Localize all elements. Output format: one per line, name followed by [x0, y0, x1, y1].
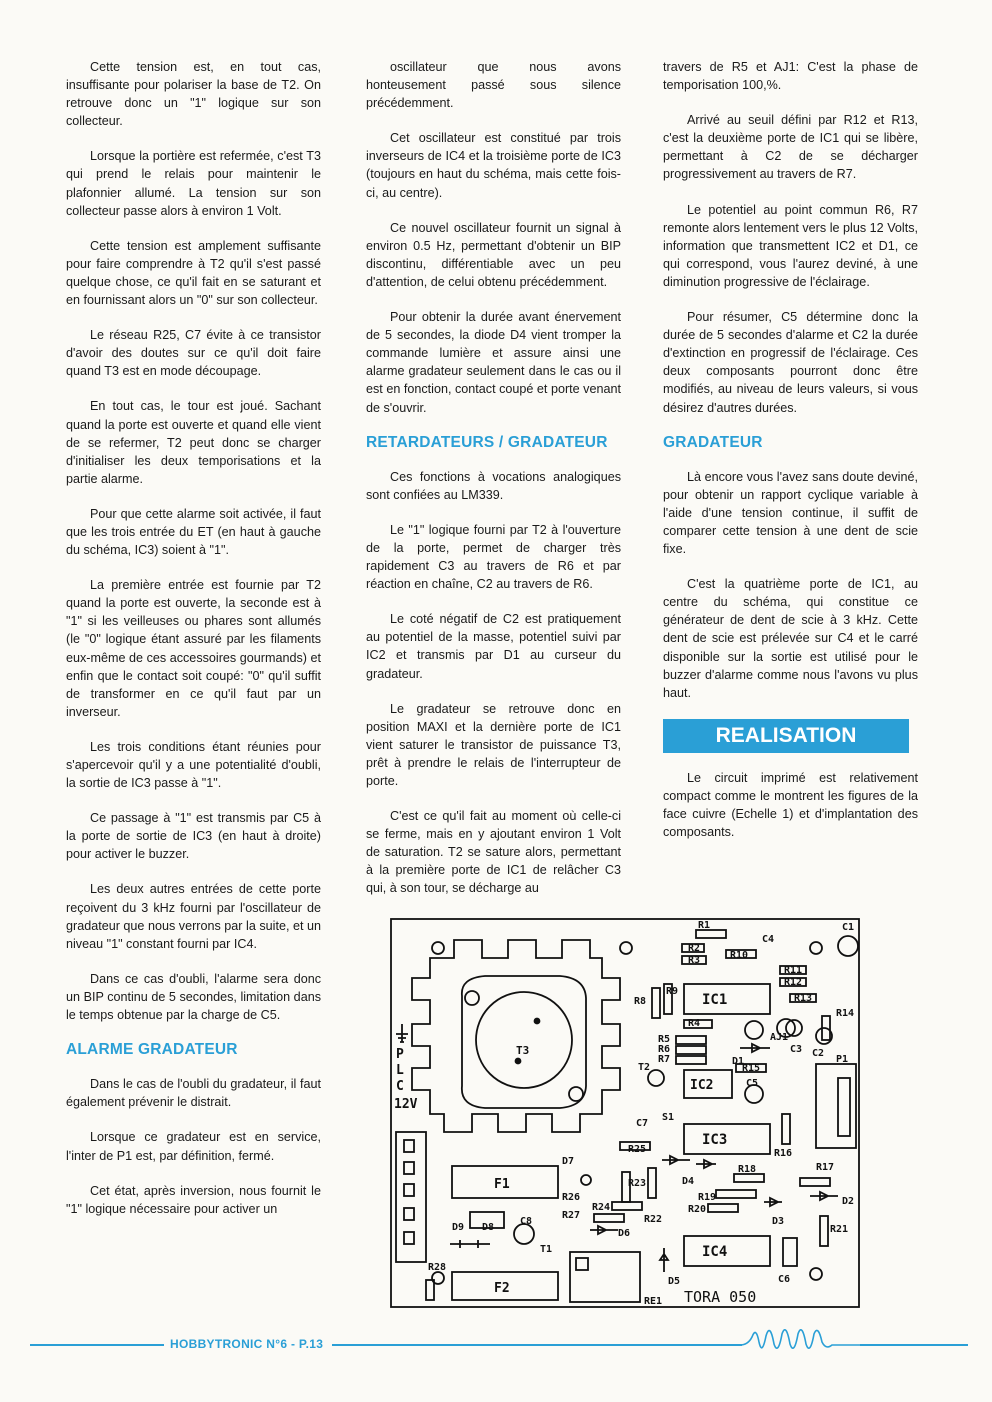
r7-label: R7: [658, 1054, 671, 1065]
footer-rule-middle: [332, 1344, 742, 1346]
heatsink: [412, 940, 620, 1132]
c6-label: C6: [778, 1274, 791, 1285]
paragraph: Lorsque la portière est refermée, c'est T3 qui prend le relais pour maintenir le plafonnier allumé. La tension sur son collecteur passe alors à environ 1 Volt.: [66, 149, 321, 218]
paragraph: Cet état, après inversion, nous fournit le "1" logique nécessaire pour activer un: [66, 1183, 321, 1216]
paragraph: Là encore vous l'avez sans doute deviné, pour obtenir un rapport cyclique variable à l'aide d'une tension continue, il suffit de comparer cette tension à une dent de scie fixe.: [663, 469, 918, 557]
to3-transistor-cap: [476, 992, 572, 1088]
r16-label: R16: [774, 1148, 793, 1159]
c3-label: C3: [790, 1044, 803, 1055]
paragraph: Ce passage à "1" est transmis par C5 à la porte de sortie de IC3 (en haut à droite) pour activer le buzzer.: [66, 811, 321, 862]
paragraph: Pour que cette alarme soit activée, il faut que les trois entrée du ET (en haut à gauche du schéma, IC3) soient à "1".: [66, 506, 321, 558]
paragraph: Pour résumer, C5 détermine donc la durée de 5 secondes d'alarme et C2 la durée d'extinction en progressif de l'éclairage. Ces deux composants pourront donc être modifiés, au niveau de leurs valeurs, si vous désirez d'autres durées.: [663, 310, 918, 415]
r13-label: R13: [794, 993, 813, 1004]
text-column-1: [66, 58, 321, 1235]
paragraph: Cet oscillateur est constitué par trois inverseurs de IC4 et la troisième porte de IC3 (toujours en haut du schéma, mais cette fois-ci, au centre).: [366, 131, 621, 200]
aj1-label: AJ1: [770, 1032, 789, 1043]
paragraph: Le "1" logique fourni par T2 à l'ouverture de la porte, permet de charger très rapidement C3 au travers de R6 et par réaction en chaîne, C2 au travers de R6.: [366, 522, 621, 592]
paragraph: Les trois conditions étant réunies pour s'apercevoir qu'il y a une potentialité d'oubli, la sortie de IC3 passe à "1".: [66, 739, 321, 791]
r9-label: R9: [666, 986, 679, 997]
r23-label: R23: [628, 1178, 647, 1189]
p1-label: P1: [836, 1054, 849, 1065]
terminal-l-label: L: [396, 1063, 404, 1078]
terminal-p-label: P: [396, 1047, 404, 1062]
footer-rule-right: [860, 1344, 968, 1346]
r27-label: R27: [562, 1210, 581, 1221]
section-heading-retardateurs: RETARDATEURS / GRADATEUR: [366, 433, 608, 451]
t3-label: T3: [516, 1044, 530, 1057]
s1-label: S1: [662, 1112, 675, 1123]
d5-label: D5: [668, 1276, 681, 1287]
relay-re1: [570, 1252, 640, 1302]
r17-label: R17: [816, 1162, 835, 1173]
r28-label: R28: [428, 1262, 447, 1273]
d3-label: D3: [772, 1216, 785, 1227]
ic2-label: IC2: [690, 1078, 714, 1093]
section-heading-gradateur: GRADATEUR: [663, 433, 763, 451]
r10-label: R10: [730, 950, 749, 961]
r22-label: R22: [644, 1214, 663, 1225]
d1-label: D1: [732, 1056, 745, 1067]
waveform-logo: [740, 1322, 860, 1358]
paragraph: Cette tension est, en tout cas, insuffisante pour polariser la base de T2. On retrouve donc un "1" logique sur son collecteur.: [66, 60, 321, 129]
r2-label: R2: [688, 943, 701, 954]
footer-page-number: HOBBYTRONIC N°6 - P.13: [170, 1337, 324, 1351]
d9-label: D9: [452, 1222, 465, 1233]
paragraph: Pour obtenir la durée avant énervement de 5 secondes, la diode D4 vient tromper la commande lumière et assure ainsi une alarme gradateur seulement dans le cas ou il est en fonction, contact coupé et porte venant de s'ouvrir.: [366, 310, 621, 415]
paragraph: Le circuit imprimé est relativement compact comme le montrent les figures de la face cuivre (Echelle 1) et d'implantation des composants.: [663, 770, 918, 840]
d8-label: D8: [482, 1222, 495, 1233]
c2-label: C2: [812, 1048, 825, 1059]
r24-label: R24: [592, 1202, 611, 1213]
r26-label: R26: [562, 1192, 581, 1203]
paragraph: Cette tension est amplement suffisante pour faire comprendre à T2 qu'il s'est passé quelque chose, ce qu'il fait en se saturant et en fournissant alors un "0" sur son collecteur.: [66, 238, 321, 308]
r11-label: R11: [784, 965, 803, 976]
paragraph: Lorsque ce gradateur est en service, l'inter de P1 est, par définition, fermé.: [66, 1130, 321, 1163]
t1-label: T1: [540, 1244, 553, 1255]
c4-label: C4: [762, 934, 775, 945]
d4-label: D4: [682, 1176, 695, 1187]
text-column-3: [663, 58, 918, 858]
page-footer: [30, 1322, 970, 1362]
ic3-label: IC3: [702, 1132, 728, 1148]
paragraph: Le coté négatif de C2 est pratiquement au potentiel de la masse, potentiel suivi par IC2 et transmis par D1 au curseur du gradateur.: [366, 612, 621, 681]
f1-label: F1: [494, 1177, 510, 1192]
d6-label: D6: [618, 1228, 631, 1239]
r6-label: R6: [658, 1044, 671, 1055]
paragraph: Ce nouvel oscillateur fournit un signal à environ 0.5 Hz, permettant d'obtenir un BIP discontinu, différentiable avec un peu d'attention, de celui obtenu précédemment.: [366, 220, 621, 289]
d7-label: D7: [562, 1156, 575, 1167]
t1-transistor: [514, 1224, 534, 1244]
c1-label: C1: [842, 922, 855, 933]
r21-label: R21: [830, 1224, 849, 1235]
r19-label: R19: [698, 1192, 717, 1203]
r8-label: R8: [634, 996, 647, 1007]
r25-label: R25: [628, 1144, 647, 1155]
paragraph: En tout cas, le tour est joué. Sachant quand la porte est ouverte et quand elle vient de se refermer, T2 peut donc se charger d'initialiser les deux temporisations et la partie alarme.: [66, 399, 321, 486]
text-column-2: [366, 58, 621, 915]
footer-rule-left: [30, 1344, 164, 1346]
r4-label: R4: [688, 1018, 701, 1029]
paragraph: C'est la quatrième porte de IC1, au centre du schéma, qui constitue ce générateur de dent de scie à 3 kHz. Cette dent de scie est prélevée sur C4 et le carré disponible sur la sortie est utilisé pour le buzzer d'alarme comme nous l'avons vu plus haut.: [663, 577, 918, 700]
paragraph: Le réseau R25, C7 évite à ce transistor d'avoir des doutes sur ce qu'il doit faire quand T3 est en mode découpage.: [66, 328, 321, 379]
t2-transistor: [648, 1070, 664, 1086]
paragraph: C'est ce qu'il fait au moment où celle-ci se ferme, mais en y ajoutant environ 1 Volt de saturation. T2 se sature alors, permettant à la première porte de IC1 de relâcher C3 qui, à son tour, se décharge au: [366, 809, 621, 896]
paragraph: travers de R5 et AJ1: C'est la phase de temporisation 100,%.: [663, 60, 918, 93]
pcb-component-layout-diagram: [390, 918, 860, 1308]
paragraph: Le gradateur se retrouve donc en position MAXI et la dernière porte de IC1 vient saturer le transistor de puissance T3, prêt à prendre le relais de l'interrupteur de porte.: [366, 701, 621, 788]
r18-label: R18: [738, 1164, 757, 1175]
c7-label: C7: [636, 1118, 649, 1129]
c8-label: C8: [520, 1216, 533, 1227]
ic4-label: IC4: [702, 1244, 728, 1260]
re1-label: RE1: [644, 1296, 663, 1307]
section-banner-realisation: REALISATION: [663, 719, 909, 753]
c5-label: C5: [746, 1078, 759, 1089]
d2-label: D2: [842, 1196, 855, 1207]
r20-label: R20: [688, 1204, 707, 1215]
terminal-c-label: C: [396, 1079, 404, 1094]
paragraph: Ces fonctions à vocations analogiques sont confiées au LM339.: [366, 469, 621, 502]
section-heading-alarme-gradateur: ALARME GRADATEUR: [66, 1041, 238, 1059]
paragraph: La première entrée est fournie par T2 quand la porte est ouverte, la seconde est à "1" si les veilleuses ou phares sont allumés (le "0" logique étant assuré par les filaments eux-même de ces accessoires gourmands) et enfin que le contact soit coupé: "0" qu'il suffit de transformer en ce qu'il faut par un inverseur.: [66, 578, 321, 719]
paragraph: oscillateur que nous avons honteusement passé sous silence précédemment.: [366, 60, 621, 111]
r1-label: R1: [698, 920, 711, 931]
r3-label: R3: [688, 955, 701, 966]
paragraph: Les deux autres entrées de cette porte reçoivent du 3 kHz fourni par l'oscillateur de gradateur que nous verrons par la suite, et un niveau "1" constant fourni par IC4.: [66, 882, 321, 951]
paragraph: Arrivé au seuil défini par R12 et R13, c'est la deuxième porte de IC1 qui se libère, permettant à C2 de se décharger progressivement au travers de R7.: [663, 113, 918, 182]
paragraph: Le potentiel au point commun R6, R7 remonte alors lentement vers le plus 12 Volts, information que transmettent IC2 et D1, ce qui correspond, vous l'aurez deviné, à une diminution progressive de l'éclairage.: [663, 202, 918, 289]
r15-label: R15: [742, 1063, 761, 1074]
r12-label: R12: [784, 977, 803, 988]
ic1-label: IC1: [702, 992, 728, 1008]
board-reference: TORA 050: [684, 1288, 757, 1306]
terminal-12v-label: 12V: [394, 1097, 418, 1112]
t2-label: T2: [638, 1062, 651, 1073]
paragraph: Dans ce cas d'oubli, l'alarme sera donc un BIP continu de 5 secondes, limitation dans le temps obtenue par la charge de C5.: [66, 971, 321, 1023]
paragraph: Dans le cas de l'oubli du gradateur, il faut également prévenir le distrait.: [66, 1077, 321, 1110]
r5-label: R5: [658, 1034, 671, 1045]
f2-label: F2: [494, 1281, 510, 1296]
r14-label: R14: [836, 1008, 855, 1019]
